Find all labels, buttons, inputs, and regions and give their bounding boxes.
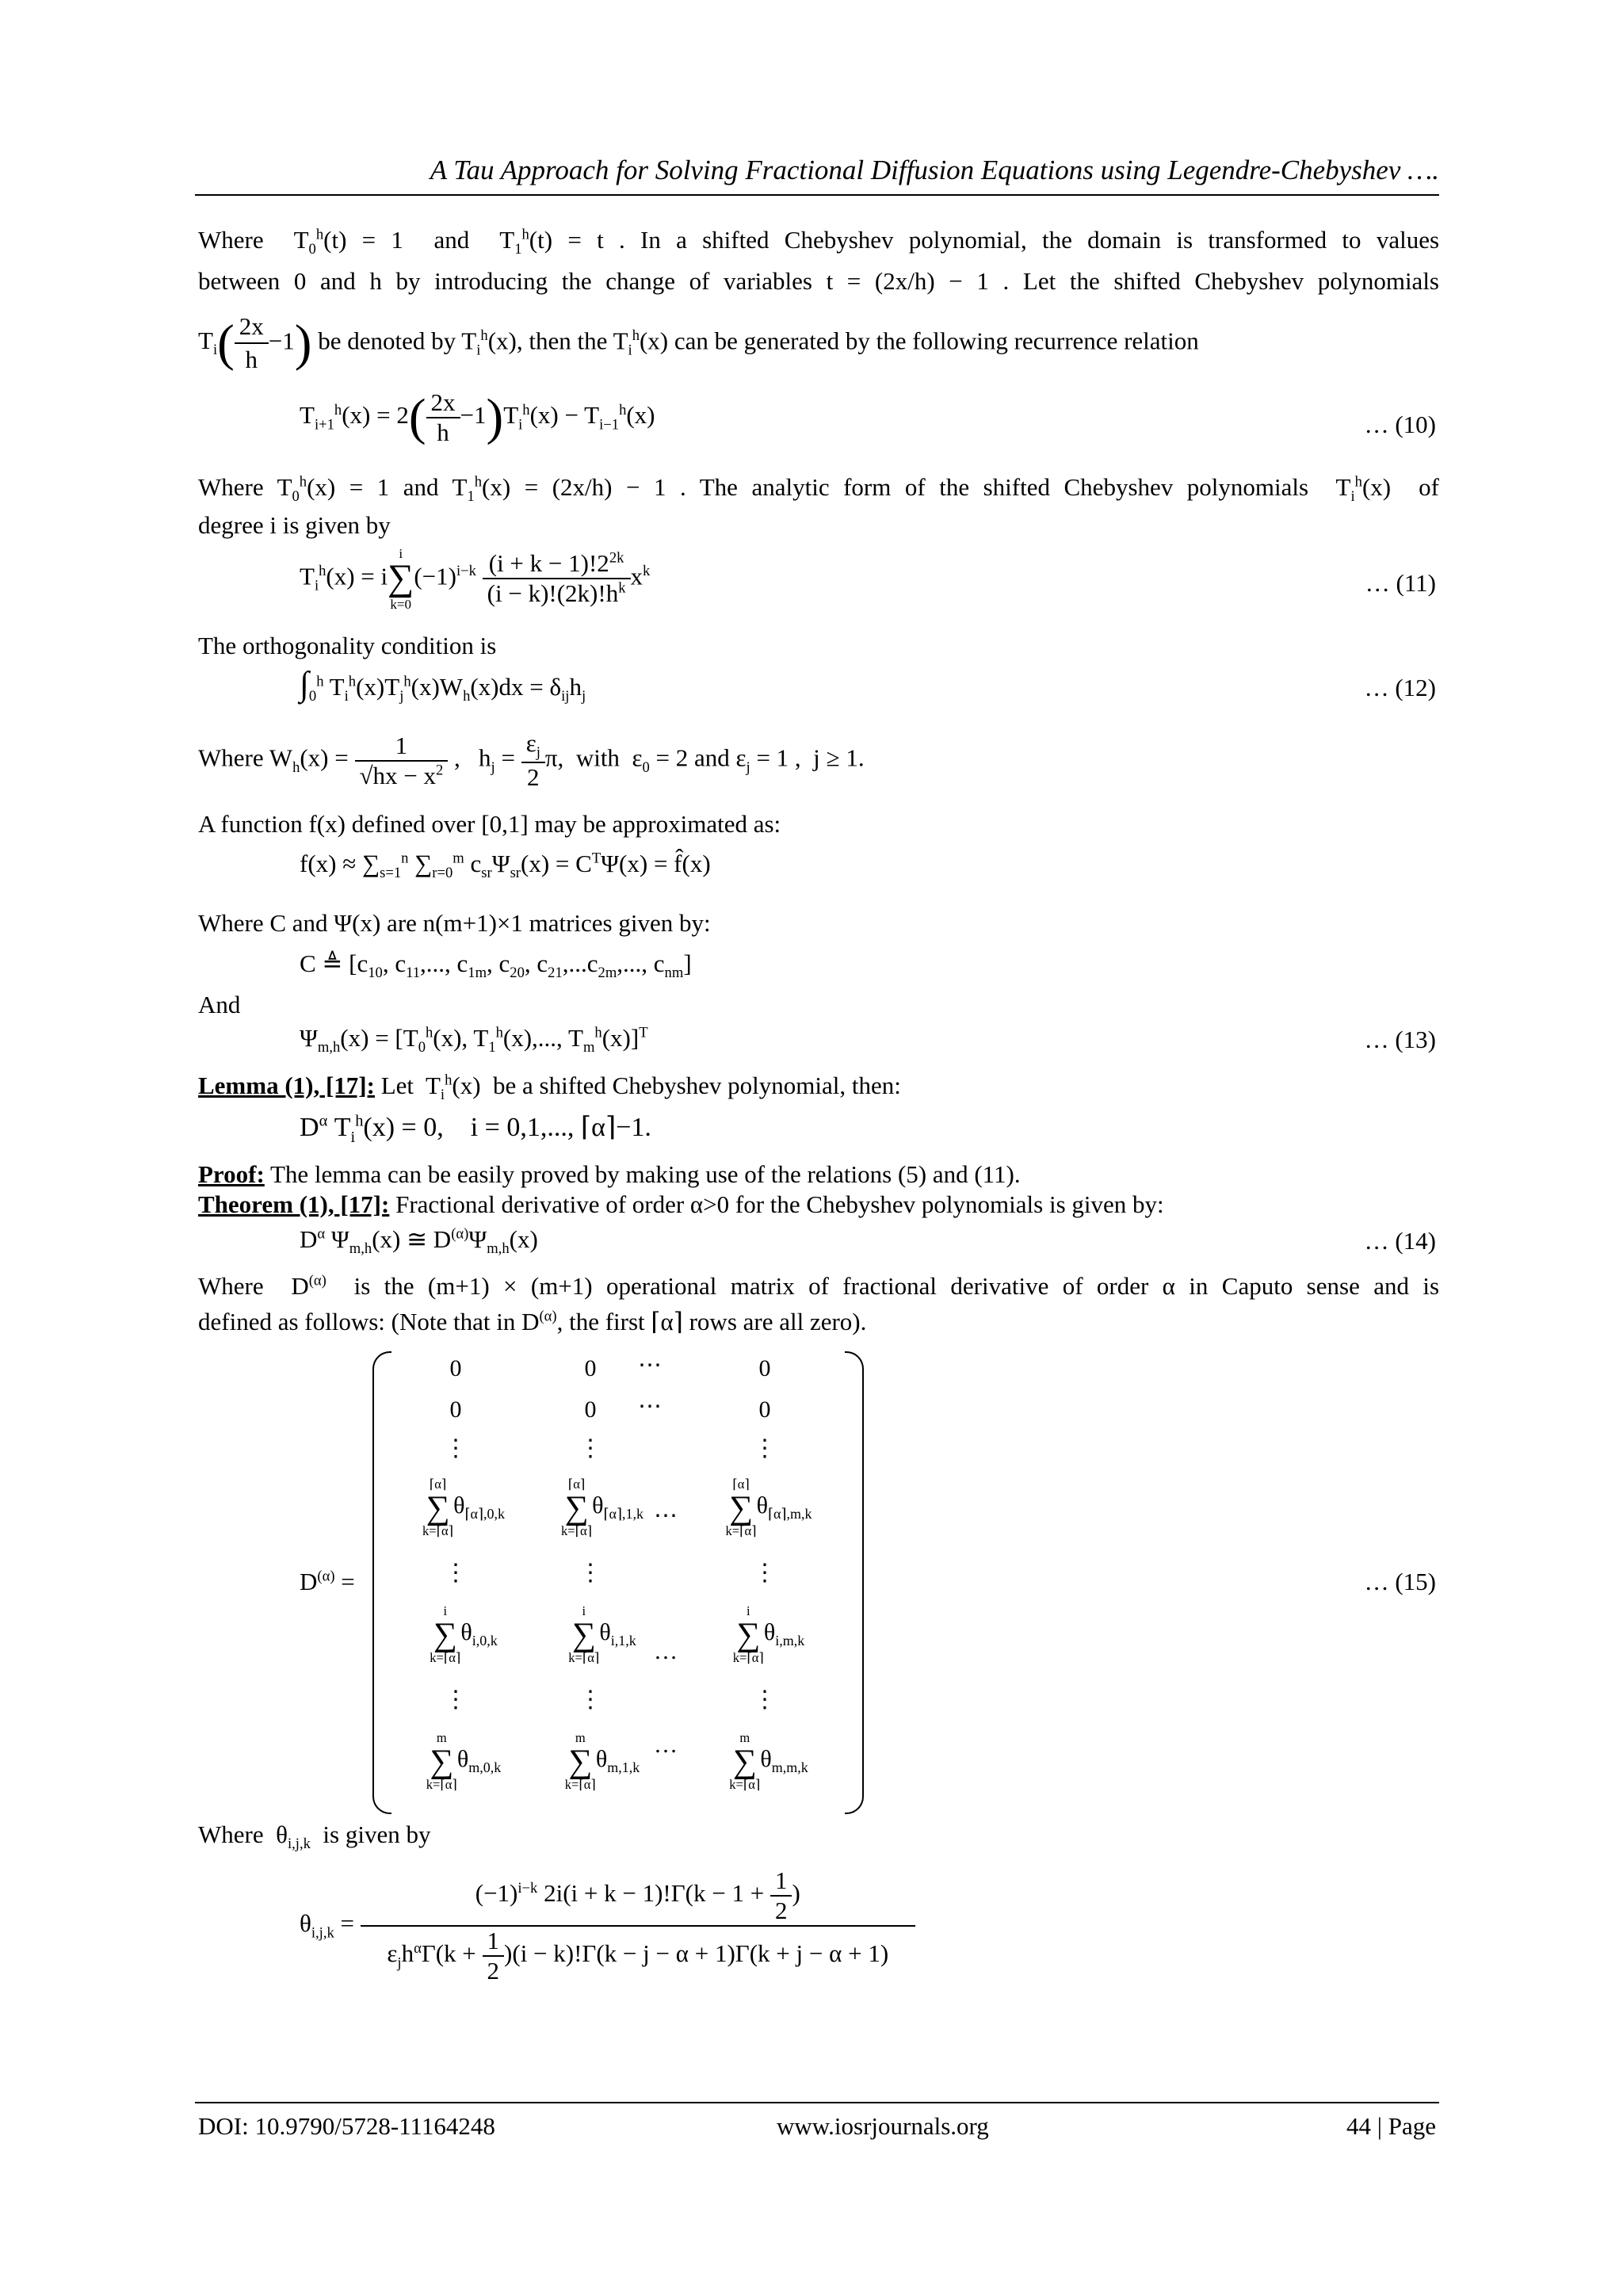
- equation-13: $\Psi_{m,h}(x) = [T_0^h(x)$, $T_1^h(x)$,..., $T_m^h(x)]^T$: [300, 1024, 648, 1056]
- paragraph-line: defined as follows: (Note that in $D^{(\alpha)}$, the first ⌈α⌉ rows are all zero).: [198, 1308, 867, 1335]
- theorem: Theorem (1), [17]: Fractional derivative of order α>0 for the Chebyshev polynomials is given by:: [198, 1190, 1164, 1218]
- lemma: Lemma (1), [17]: Let $T_i^h(x)$ be a shifted Chebyshev polynomial, then:: [198, 1072, 901, 1104]
- theta-equation: $\theta_{i,j,k}$ = $(-1)^{i-k}$ 2i(i + k − 1)!Γ(k − 1 + $\frac{1}{2}$ ) $\varepsilon_jh^\alpha\Gamma(k$ + $\frac{1}{2}$ )(i − k)!Γ(k − j − α + 1)Γ(k + j − α + 1): [300, 1866, 915, 1985]
- footer-doi: DOI: 10.9790/5728-11164248: [198, 2112, 495, 2140]
- equation-12: $\int_0^h$ $T_i^h(x)T_j^h(x)W_h(x)dx = \delta_{ij}h_j$: [300, 665, 586, 705]
- footer-rule: [195, 2102, 1439, 2103]
- equation-10: $T_{i+1}^h(x) = 2$( $\frac{2x}{h}$ $-1)T_i^h(x) - T_{i-1}^h(x)$: [300, 388, 655, 446]
- equation-number: … (15): [1364, 1568, 1436, 1595]
- equation-number: … (13): [1364, 1026, 1436, 1053]
- lemma-equation: $D^\alpha$ $T_i^h(x) = 0$, i = 0,1,..., ⌈α⌉−1.: [300, 1112, 651, 1146]
- paragraph-line: Where $\theta_{i,j,k}$ is given by: [198, 1820, 431, 1853]
- footer-site: www.iosrjournals.org: [777, 2112, 989, 2140]
- equation-11: $T_i^h(x) = i$ i ∑ k=0 $(-1)^{i-k}$ $\frac{(i + k - 1)!2^{2k}}{(i - k)!(2k)!h^k}$ $x^k$: [300, 546, 651, 612]
- paragraph-line: Where $T_0^h(t) = 1$ and $T_1^h(t) = t$ . In a shifted Chebyshev polynomial, the domain is transformed to values: [198, 226, 1440, 258]
- paragraph-line: And: [198, 991, 241, 1018]
- paragraph-line: Where C and Ψ(x) are n(m+1)×1 matrices given by:: [198, 909, 711, 937]
- proof: Proof: The lemma can be easily proved by making use of the relations (5) and (11).: [198, 1160, 1021, 1188]
- approximation-equation: $f(x) \approx \sum_{s=1}^n$ $\sum_{r=0}^m$ $c_{sr}\Psi_{sr}(x) = C^T\Psi(x)$ = f̂(x): [300, 850, 711, 882]
- matrix-label: $D^{(\alpha)}$ =: [300, 1568, 355, 1595]
- equation-14: $D^\alpha$ $\Psi_{m,h}(x)$ ≅ $D^{(\alpha)}\Psi_{m,h}(x)$: [300, 1225, 538, 1258]
- footer-page: 44 | Page: [1346, 2112, 1436, 2140]
- running-header: A Tau Approach for Solving Fractional Diffusion Equations using Legendre-Chebyshev ….: [430, 155, 1439, 185]
- equation-number: … (12): [1364, 674, 1436, 701]
- paragraph-line: degree i is given by: [198, 511, 391, 539]
- coefficient-vector: C ≜ [$c_{10}$, $c_{11}$,..., $c_{1m}$, $c_{20}$, $c_{21},...c_{2m}$,..., $c_{nm}$]: [300, 949, 692, 982]
- equation-number: … (10): [1364, 411, 1436, 438]
- paragraph-line: A function f(x) defined over [0,1] may be approximated as:: [198, 810, 781, 838]
- header-rule: [195, 194, 1439, 196]
- equation-number: … (11): [1365, 569, 1436, 597]
- paragraph-line: between 0 and h by introducing the change of variables t = (2x/h) − 1 . Let the shifted Chebyshev polynomials: [198, 267, 1439, 295]
- operational-matrix: 0 0 ⋯ 0 0 0 ⋯ 0 ⋮ ⋮ ⋮ ⌈α⌉ ∑ k=⌈α⌉ $\theta_{⌈\alpha⌉,0,k}$ ⌈α⌉ ∑ k=⌈α⌉ $\theta_{⌈\alpha⌉,1,k}$ ⋯ ⌈α⌉ ∑ k=⌈α⌉ $\theta_{⌈\alpha⌉,m,k}$ ⋮ ⋮ ⋮ i ∑ k=⌈α⌉ $\theta_{i,0,k}$ i ∑ k=⌈α⌉ $\theta_{i,1,k}$ … i ∑ k=⌈α⌉ $\theta_{i,m,k}$ ⋮ ⋮ ⋮ m ∑ k=⌈α⌉ $\theta_{m,0,k}$ m ∑ k=⌈α⌉ $\theta_{m,1,k}$ … m ∑ k=⌈α⌉ $\theta_{m,m,k}$: [372, 1351, 864, 1811]
- paragraph-line: $T_i$( $\frac{2x}{h}$ −1) be denoted by $T_i^h(x)$, then the $T_i^h(x)$ can be generated by the following recurrence relation: [198, 312, 1199, 374]
- paragraph-line: Where $T_0^h(x) = 1$ and $T_1^h(x) = (2x/h) - 1$ . The analytic form of the shifted Chebyshev polynomials $T_i^h(x)$ of: [198, 473, 1439, 506]
- paragraph-line: Where $D^{(\alpha)}$ is the (m+1) × (m+1) operational matrix of fractional derivative of order α in Caputo sense and is: [198, 1272, 1440, 1300]
- equation-number: … (14): [1364, 1227, 1436, 1255]
- weight-function: Where $W_h(x)$ = $\frac{1}{√hx - x^2}$ , $h_j$ = $\frac{\varepsilon_j}{2}$ π, with $\varepsilon_0 = 2$ and $\varepsilon_j = 1$ , j ≥ 1.: [198, 729, 865, 792]
- paragraph-line: The orthogonality condition is: [198, 632, 497, 659]
